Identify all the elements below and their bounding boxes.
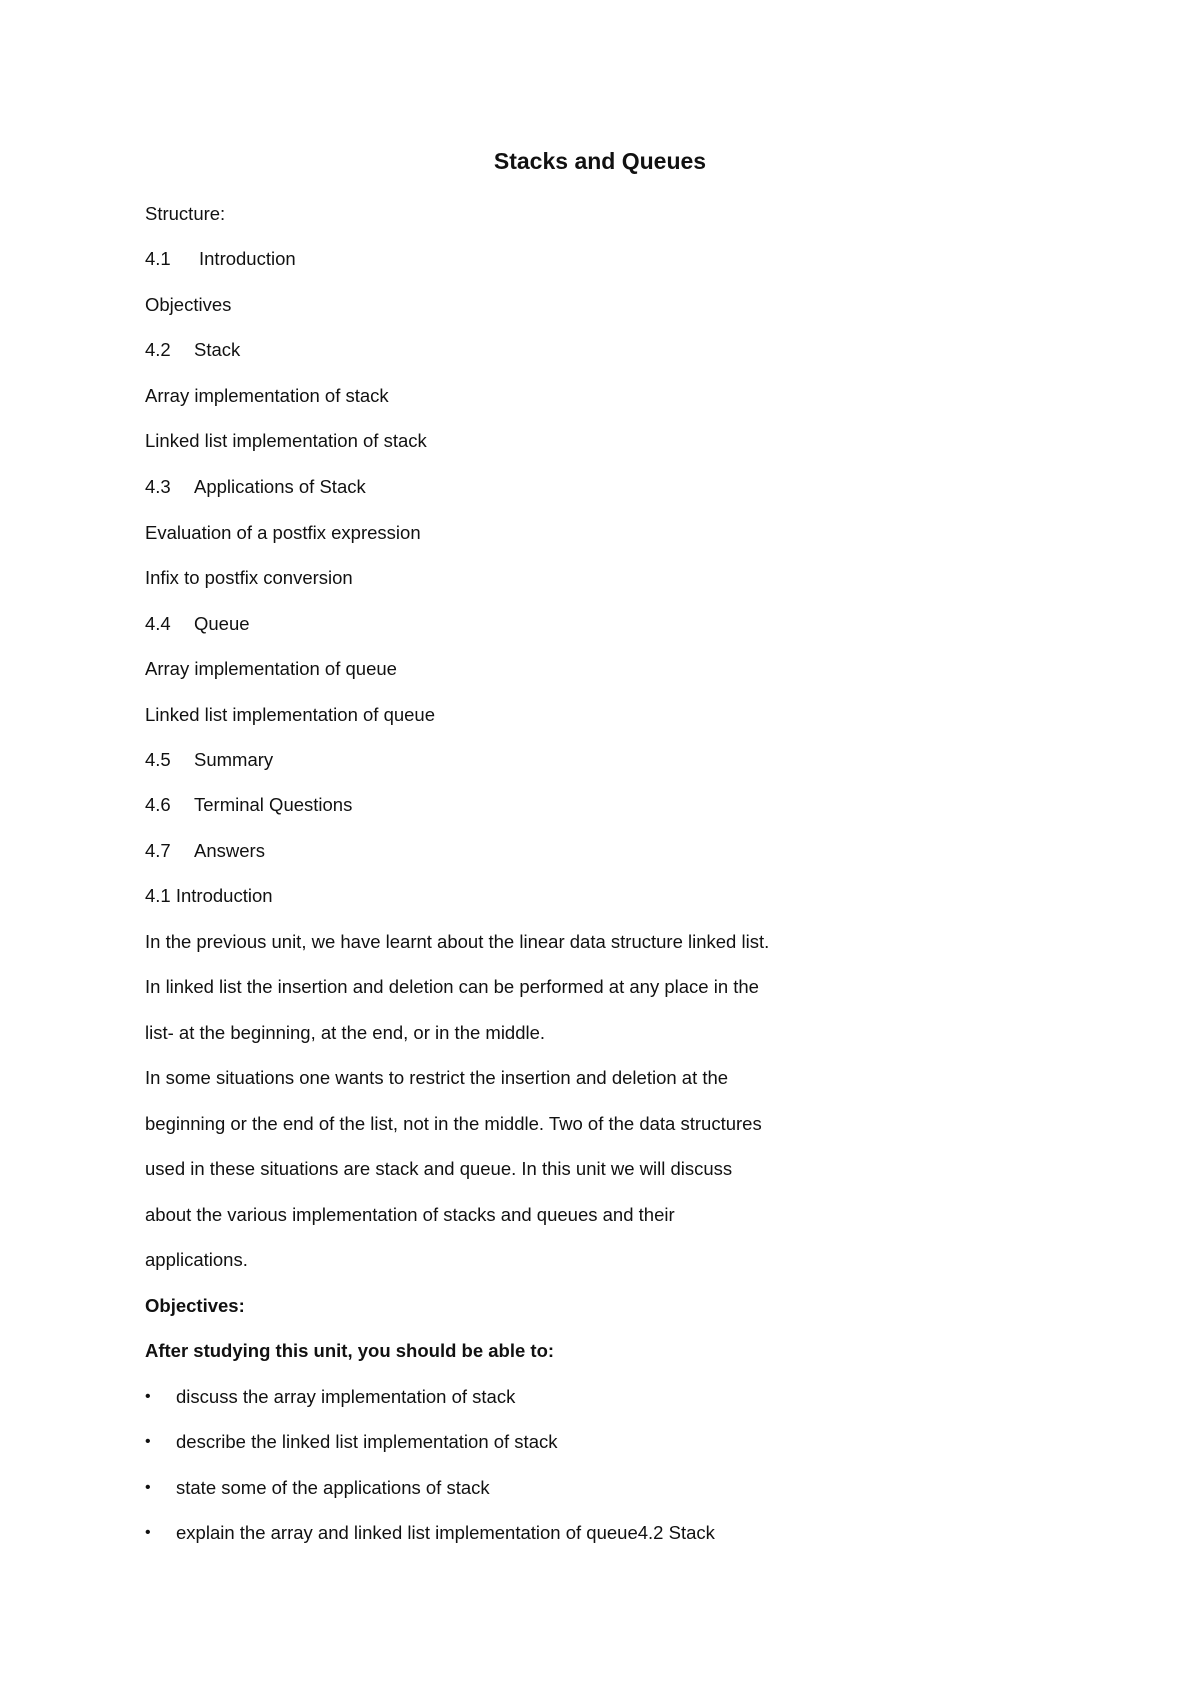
objective-item <box>145 1429 558 1455</box>
intro-paragraph-line: list- at the beginning, at the end, or in the middle. <box>145 1022 546 1043</box>
objective-text: state some of the applications of stack <box>176 1477 490 1498</box>
toc-label: Array implementation of stack <box>145 385 389 406</box>
toc-item-4-7 <box>145 838 265 864</box>
toc-item-linked-queue <box>145 702 435 728</box>
toc-item-linked-stack <box>145 428 427 454</box>
toc-label: Evaluation of a postfix expression <box>145 522 421 543</box>
toc-label: Array implementation of queue <box>145 658 397 679</box>
toc-number: 4.4 <box>145 613 171 634</box>
toc-label: Queue <box>194 613 250 634</box>
toc-item-array-stack <box>145 383 389 409</box>
toc-number: 4.3 <box>145 476 171 497</box>
toc-number: 4.6 <box>145 794 171 815</box>
toc-label: Introduction <box>199 248 296 269</box>
intro-paragraph-line: In some situations one wants to restrict the insertion and deletion at the <box>145 1067 729 1088</box>
intro-heading: 4.1 Introduction <box>145 885 273 906</box>
toc-label: Linked list implementation of stack <box>145 430 427 451</box>
toc-label: Terminal Questions <box>194 794 353 815</box>
toc-label: Answers <box>194 840 265 861</box>
document-title: Stacks and Queues <box>493 148 707 174</box>
objective-text: discuss the array implementation of stack <box>176 1386 516 1407</box>
toc-number: 4.1 <box>145 248 171 269</box>
bullet-icon: • <box>145 1524 151 1541</box>
intro-paragraph-line: In linked list the insertion and deletion can be performed at any place in the <box>145 976 759 997</box>
toc-item-4-5 <box>145 747 273 773</box>
objective-item <box>145 1520 715 1546</box>
objective-item <box>145 1384 515 1410</box>
toc-item-postfix-eval <box>145 520 421 546</box>
toc-label: Applications of Stack <box>194 476 366 497</box>
toc-item-infix-postfix <box>145 565 353 591</box>
toc-item-4-2 <box>145 337 240 363</box>
objectives-intro: After studying this unit, you should be able to: <box>145 1340 555 1361</box>
toc-item-array-queue <box>145 656 397 682</box>
bullet-icon: • <box>145 1433 151 1450</box>
bullet-icon: • <box>145 1479 151 1496</box>
intro-paragraph-line: applications. <box>145 1249 248 1270</box>
toc-number: 4.7 <box>145 840 171 861</box>
toc-number: 4.2 <box>145 339 171 360</box>
toc-label: Summary <box>194 749 274 770</box>
toc-label: Stack <box>194 339 241 360</box>
structure-label: Structure: <box>145 203 226 224</box>
toc-item-4-6 <box>145 792 352 818</box>
intro-paragraph-line: used in these situations are stack and queue. In this unit we will discuss <box>145 1158 733 1179</box>
toc-item-4-1 <box>145 246 296 272</box>
intro-paragraph-line: In the previous unit, we have learnt about the linear data structure linked list. <box>145 931 770 952</box>
toc-label: Objectives <box>145 294 232 315</box>
intro-paragraph-line: beginning or the end of the list, not in the middle. Two of the data structures <box>145 1113 762 1134</box>
objective-item <box>145 1475 490 1501</box>
toc-label: Linked list implementation of queue <box>145 704 436 725</box>
bullet-icon: • <box>145 1388 151 1405</box>
objective-text: explain the array and linked list implementation of queue4.2 Stack <box>176 1522 715 1543</box>
objectives-heading: Objectives: <box>145 1295 245 1316</box>
toc-label: Infix to postfix conversion <box>145 567 353 588</box>
toc-item-objectives <box>145 292 231 318</box>
objective-text: describe the linked list implementation of stack <box>176 1431 558 1452</box>
toc-item-4-4 <box>145 611 250 637</box>
intro-paragraph-line: about the various implementation of stacks and queues and their <box>145 1204 675 1225</box>
toc-number: 4.5 <box>145 749 171 770</box>
toc-item-4-3 <box>145 474 366 500</box>
